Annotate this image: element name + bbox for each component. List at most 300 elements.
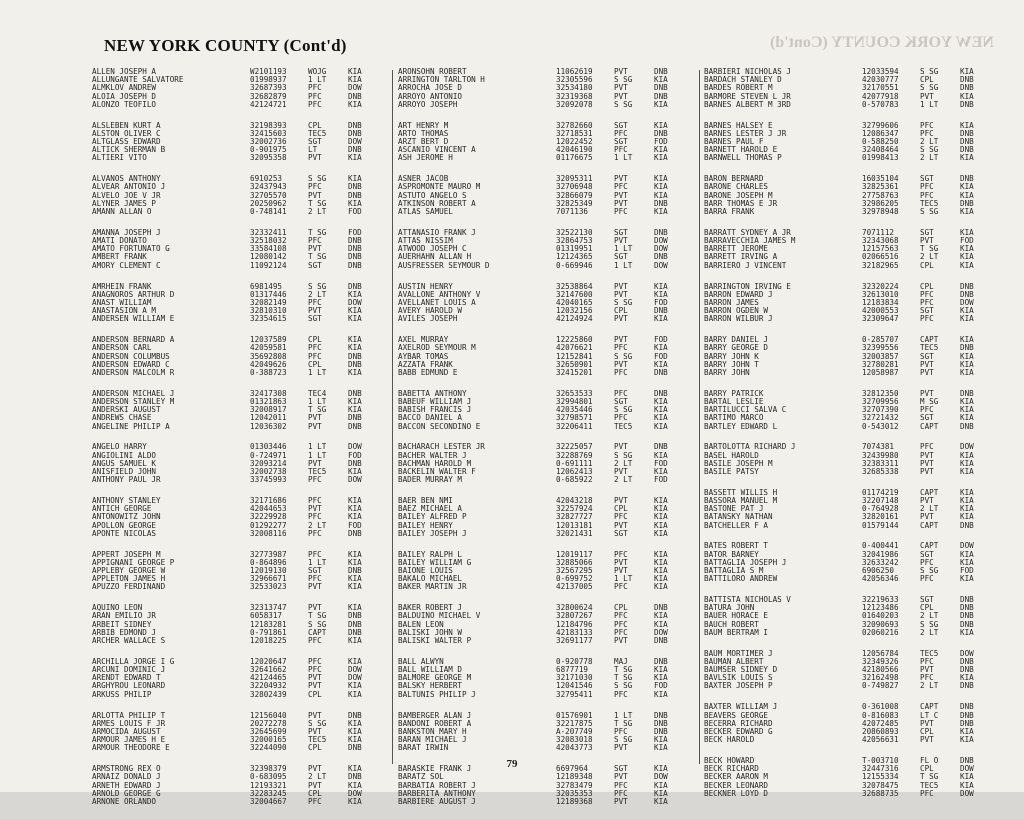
entry-name: BARRETT IRVING A: [704, 253, 778, 262]
entry-status: DNB: [348, 260, 362, 270]
entry-rank: S SG: [614, 735, 633, 745]
entry-status: KIA: [960, 574, 974, 584]
entry-status: DNB: [654, 306, 668, 316]
entry-rank: 2 LT: [920, 153, 939, 163]
roster-entry: [92, 229, 377, 237]
entry-name: BECKER AARON M: [704, 773, 769, 782]
entry-status: KIA: [348, 656, 362, 666]
roster-entry: [704, 790, 989, 798]
entry-name: BARRETT JEROME: [704, 245, 769, 254]
entry-serial-number: 35692808: [250, 351, 287, 361]
entry-serial-number: 01579144: [862, 520, 899, 530]
entry-status: KIA: [348, 396, 362, 406]
entry-rank: T SG: [614, 673, 633, 683]
roster-entry: [398, 782, 683, 790]
entry-rank: S SG: [614, 351, 633, 361]
entry-serial-number: 42124924: [556, 314, 593, 324]
entry-serial-number: 32078475: [862, 780, 899, 790]
entry-name: BARRIERO J VINCENT: [704, 261, 787, 270]
entry-serial-number: 32800624: [556, 603, 593, 613]
entry-rank: 2 LT: [308, 207, 327, 216]
entry-rank: PFC: [920, 289, 934, 299]
entry-name: ATTAS NISSIM: [398, 237, 453, 246]
entry-serial-number: 32319368: [556, 91, 593, 101]
entry-name: BALL WILLIAM D: [398, 666, 463, 675]
entry-name: BARNWELL THOMAS P: [704, 154, 782, 163]
entry-name: ASPROMONTE MAURO M: [398, 183, 481, 192]
entry-serial-number: 32866079: [556, 190, 593, 200]
roster-entry: [92, 674, 377, 682]
entry-status: DNB: [654, 726, 668, 736]
entry-rank: T SG: [920, 244, 939, 254]
entry-rank: SGT: [614, 764, 628, 774]
entry-status: DNB: [654, 636, 668, 645]
entry-rank: 2 LT: [308, 520, 327, 530]
entry-status: KIA: [654, 504, 668, 514]
entry-serial-number: 32320224: [862, 281, 899, 291]
entry-status: KIA: [654, 619, 668, 629]
entry-serial-number: 32688735: [862, 788, 899, 798]
entry-rank: TEC5: [308, 128, 327, 138]
roster-entry: [92, 712, 377, 720]
entry-serial-number: 32994801: [556, 396, 593, 406]
entry-rank: PFC: [308, 796, 322, 806]
roster-entry: [398, 307, 683, 315]
entry-rank: PVT: [308, 764, 322, 774]
roster-entry: [398, 798, 683, 806]
entry-serial-number: 32437943: [250, 182, 287, 192]
entry-serial-number: 32978948: [862, 207, 899, 216]
entry-rank: CAPT: [920, 520, 939, 530]
roster-group: [398, 443, 683, 484]
entry-rank: 2 LT: [920, 137, 939, 146]
entry-status: KIA: [348, 198, 362, 208]
roster-entry: [704, 575, 989, 583]
entry-rank: PFC: [614, 780, 628, 790]
roster-entry: [92, 720, 377, 728]
entry-name: BAKER MARTIN JR: [398, 583, 467, 592]
entry-status: KIA: [960, 487, 974, 497]
entry-serial-number: 32000165: [250, 735, 287, 745]
entry-serial-number: 0-791861: [250, 627, 287, 637]
entry-serial-number: 32966671: [250, 574, 287, 584]
entry-status: DNB: [654, 603, 668, 613]
entry-rank: 1 LT: [308, 557, 327, 567]
entry-serial-number: 32229928: [250, 512, 287, 522]
entry-status: KIA: [654, 557, 668, 567]
roster-entry: [398, 423, 683, 431]
roster-group: [92, 765, 377, 806]
roster-group: [398, 68, 683, 109]
entry-serial-number: 32021431: [556, 528, 593, 538]
entry-rank: SGT: [614, 137, 628, 146]
entry-serial-number: 12183281: [250, 619, 287, 629]
roster-entry: [704, 245, 989, 253]
entry-serial-number: 12183834: [862, 297, 899, 307]
entry-rank: PFC: [920, 557, 934, 567]
roster-entry: [398, 728, 683, 736]
entry-name: ATLAS SAMUEL: [398, 208, 453, 216]
entry-serial-number: 32182965: [862, 260, 899, 270]
entry-status: DNB: [348, 351, 362, 361]
roster-entry: [704, 344, 989, 352]
roster-entry: [704, 666, 989, 674]
roster-group: [92, 712, 377, 753]
roster-entry: [398, 406, 683, 414]
roster-entry: [704, 596, 989, 604]
entry-serial-number: 32354615: [250, 314, 287, 324]
roster-entry: [92, 790, 377, 798]
entry-rank: PFC: [614, 413, 628, 423]
entry-status: KIA: [348, 689, 362, 699]
roster-entry: [92, 291, 377, 299]
entry-rank: TEC5: [308, 466, 327, 476]
entry-name: APPLEBY GEORGE W: [92, 567, 166, 575]
roster-entry: [398, 122, 683, 130]
entry-name: ARGHYROU LEONARD: [92, 682, 166, 691]
entry-status: DOW: [348, 297, 362, 307]
entry-serial-number: 42046190: [556, 145, 593, 155]
entry-serial-number: 32691177: [556, 636, 593, 645]
entry-rank: 1 LT: [614, 260, 633, 270]
entry-rank: CAPT: [920, 335, 939, 345]
entry-status: KIA: [654, 689, 668, 699]
entry-rank: CPL: [308, 335, 322, 345]
entry-name: ARMSTRONG REX O: [92, 765, 161, 774]
entry-rank: PFC: [308, 351, 322, 361]
entry-status: DNB: [348, 566, 362, 575]
entry-rank: PVT: [308, 726, 322, 736]
roster-entry: [92, 744, 377, 752]
entry-status: KIA: [348, 582, 362, 592]
entry-name: BARRY JOHN K: [704, 352, 759, 361]
entry-name: BECK HAROLD: [704, 736, 755, 745]
entry-serial-number: 32653533: [556, 388, 593, 398]
entry-rank: PFC: [308, 496, 322, 505]
entry-rank: S SG: [614, 681, 633, 691]
entry-serial-number: 32305596: [556, 75, 593, 85]
roster-entry: [92, 476, 377, 484]
entry-status: KIA: [654, 174, 668, 184]
entry-serial-number: 42180566: [862, 665, 899, 675]
entry-rank: PFC: [308, 656, 322, 666]
entry-status: KIA: [654, 182, 668, 192]
roster-group: [704, 336, 989, 377]
roster-entry: [704, 497, 989, 505]
roster-entry: [704, 237, 989, 245]
entry-name: BAXTER WILLIAM J: [704, 703, 778, 712]
entry-serial-number: 42043218: [556, 496, 593, 505]
entry-serial-number: 42035446: [556, 405, 593, 415]
entry-name: ANTHONY PAUL JR: [92, 476, 161, 485]
entry-rank: PVT: [614, 557, 628, 567]
entry-name: BARONE CHARLES: [704, 183, 769, 192]
entry-serial-number: A-207749: [556, 726, 593, 736]
entry-name: ANASTASION A M: [92, 307, 157, 316]
entry-status: KIA: [654, 396, 668, 406]
entry-serial-number: 0-683095: [250, 772, 287, 782]
entry-status: KIA: [348, 574, 362, 584]
roster-entry: [704, 154, 989, 162]
entry-rank: PVT: [308, 413, 322, 423]
entry-serial-number: 0-361008: [862, 702, 899, 712]
roster-group: [704, 703, 989, 744]
entry-serial-number: 0-748141: [250, 207, 287, 216]
entry-status: KIA: [348, 306, 362, 316]
roster-entry: [704, 773, 989, 781]
entry-status: DNB: [960, 718, 974, 728]
entry-status: DNB: [348, 743, 362, 753]
entry-status: DOW: [654, 260, 668, 270]
entry-status: DNB: [960, 343, 974, 353]
entry-rank: CPL: [308, 743, 322, 753]
roster-entry: [398, 262, 683, 270]
entry-status: KIA: [348, 174, 362, 184]
entry-name: BAIONE LOUIS: [398, 567, 453, 575]
roster-group: [92, 68, 377, 109]
entry-rank: PFC: [920, 314, 934, 324]
entry-name: ARONSOHN ROBERT: [398, 68, 467, 76]
entry-status: DNB: [654, 710, 668, 720]
entry-serial-number: 32439980: [862, 450, 899, 460]
roster-entry: [704, 489, 989, 497]
roster-group: [704, 650, 989, 691]
roster-group: [704, 122, 989, 163]
entry-serial-number: 12058987: [862, 367, 899, 377]
entry-rank: PVT: [614, 566, 628, 575]
roster-entry: [398, 291, 683, 299]
entry-name: BACCO DANIEL A: [398, 414, 463, 423]
entry-name: BECERRA RICHARD: [704, 719, 773, 728]
entry-serial-number: 32447316: [862, 764, 899, 774]
entry-serial-number: 12225860: [556, 335, 593, 345]
roster-group: [398, 604, 683, 645]
roster-entry: [92, 443, 377, 451]
roster-entry: [398, 192, 683, 200]
entry-serial-number: 42183133: [556, 627, 593, 637]
entry-status: FOD: [654, 351, 668, 361]
roster-entry: [92, 559, 377, 567]
entry-status: KIA: [960, 306, 974, 316]
entry-status: DOW: [348, 673, 362, 683]
entry-rank: T SG: [614, 665, 633, 675]
entry-serial-number: 0-285707: [862, 335, 899, 345]
roster-entry: [398, 353, 683, 361]
roster-entry: [92, 315, 377, 323]
entry-serial-number: 01321863: [250, 396, 287, 406]
entry-rank: SGT: [920, 595, 934, 605]
entry-serial-number: 0-816083: [862, 710, 899, 720]
roster-entry: [704, 315, 989, 323]
entry-status: DOW: [654, 772, 668, 782]
roster-entry: [92, 208, 377, 216]
entry-status: DNB: [654, 252, 668, 262]
entry-serial-number: 32207148: [862, 496, 899, 505]
entry-rank: PVT: [308, 582, 322, 592]
roster-entry: [398, 682, 683, 690]
roster-group: [704, 68, 989, 109]
entry-name: BARTOLOTTA RICHARD J: [704, 443, 796, 452]
entry-status: DOW: [348, 788, 362, 798]
entry-status: KIA: [654, 207, 668, 216]
entry-name: AUSTIN HENRY: [398, 282, 453, 291]
entry-name: AUSFRESSER SEYMOUR D: [398, 261, 490, 270]
entry-serial-number: 32415201: [556, 367, 593, 377]
entry-rank: PVT: [614, 772, 628, 782]
entry-status: KIA: [960, 67, 974, 76]
entry-status: KIA: [348, 75, 362, 85]
roster-entry: [398, 146, 683, 154]
roster-entry: [398, 369, 683, 377]
entry-serial-number: 32825361: [862, 182, 899, 192]
roster-entry: [398, 530, 683, 538]
roster-entry: [704, 567, 989, 575]
entry-rank: PVT: [308, 153, 322, 163]
roster-entry: [398, 68, 683, 76]
entry-name: BARNES LESTER J JR: [704, 129, 787, 138]
roster-entry: [704, 674, 989, 682]
entry-serial-number: 32283245: [250, 788, 287, 798]
entry-name: ALLUNGANTE SALVATORE: [92, 76, 184, 85]
entry-name: BARNES ALBERT M 3RD: [704, 100, 791, 109]
entry-serial-number: 32219633: [862, 595, 899, 605]
roster-entry: [92, 736, 377, 744]
roster-entry: [92, 262, 377, 270]
entry-serial-number: 12189348: [556, 772, 593, 782]
entry-name: ANTICH GEORGE: [92, 505, 152, 514]
entry-serial-number: 12155334: [862, 772, 899, 782]
roster-entry: [92, 798, 377, 806]
entry-rank: 2 LT: [920, 252, 939, 262]
roster-entry: [398, 551, 683, 559]
entry-name: BAKER ROBERT J: [398, 604, 463, 613]
entry-status: KIA: [348, 796, 362, 806]
entry-name: BABISH FRANCIS J: [398, 406, 472, 415]
entry-serial-number: 11062619: [556, 67, 593, 76]
entry-status: DOW: [654, 627, 668, 637]
roster-entry: [398, 604, 683, 612]
roster-entry: [398, 691, 683, 699]
entry-serial-number: 42124721: [250, 99, 287, 109]
entry-status: DNB: [654, 718, 668, 728]
entry-name: BABETTA ANTHONY: [398, 389, 467, 398]
entry-serial-number: 32782660: [556, 120, 593, 130]
roster-group: [398, 229, 683, 270]
entry-name: ARKUSS PHILIP: [92, 690, 152, 699]
entry-status: DOW: [654, 236, 668, 246]
entry-name: BATURA JOHN: [704, 604, 755, 613]
entry-serial-number: 32707390: [862, 405, 899, 415]
entry-name: BATANSKY NATHAN: [704, 513, 773, 522]
entry-serial-number: 0-669946: [556, 260, 593, 270]
entry-status: KIA: [654, 120, 668, 130]
entry-rank: PVT: [614, 83, 628, 93]
entry-rank: PVT: [614, 743, 628, 753]
roster-entry: [398, 84, 683, 92]
entry-rank: PVT: [920, 512, 934, 522]
entry-name: BAER BEN NMI: [398, 497, 453, 505]
entry-status: KIA: [348, 99, 362, 109]
entry-status: KIA: [348, 153, 362, 163]
entry-status: DNB: [348, 627, 362, 637]
entry-name: BARBIERE AUGUST J: [398, 797, 476, 806]
roster-entry: [704, 283, 989, 291]
entry-status: DNB: [348, 772, 362, 782]
roster-entry: [398, 559, 683, 567]
entry-serial-number: 32171686: [250, 496, 287, 505]
roster-entry: [704, 208, 989, 216]
entry-rank: PVT: [614, 442, 628, 452]
roster-entry: [704, 369, 989, 377]
roster-entry: [92, 353, 377, 361]
entry-status: DNB: [960, 174, 974, 184]
entry-rank: PVT: [920, 496, 934, 505]
entry-name: BARTLEY EDWARD L: [704, 422, 778, 431]
entry-rank: PFC: [920, 120, 934, 130]
entry-status: DNB: [960, 145, 974, 155]
entry-rank: PFC: [920, 656, 934, 666]
entry-serial-number: 32827727: [556, 512, 593, 522]
entry-rank: S SG: [920, 207, 939, 216]
entry-serial-number: 32092078: [556, 99, 593, 109]
entry-serial-number: 12018225: [250, 636, 287, 645]
entry-name: ANDERSON BERNARD A: [92, 336, 175, 345]
roster-entry: [398, 612, 683, 620]
entry-status: KIA: [960, 673, 974, 683]
entry-name: BARTAL LESLIE: [704, 397, 764, 406]
entry-name: BARNETT HAROLD E: [704, 146, 778, 155]
roster-entry: [398, 299, 683, 307]
entry-status: KIA: [960, 244, 974, 254]
entry-serial-number: 32093214: [250, 458, 287, 468]
entry-serial-number: 12032156: [556, 306, 593, 316]
entry-rank: TEC4: [308, 388, 327, 398]
entry-rank: S SG: [920, 67, 939, 76]
entry-name: BARDACH STANLEY D: [704, 76, 782, 85]
entry-name: BANDONI ROBERT A: [398, 719, 472, 728]
entry-name: AZZATA FRANK: [398, 360, 453, 369]
roster-entry: [704, 76, 989, 84]
entry-serial-number: 32008917: [250, 405, 287, 415]
entry-status: DNB: [960, 83, 974, 93]
entry-serial-number: 12080142: [250, 252, 287, 262]
entry-name: ANDERSON EDWARD C: [92, 360, 170, 369]
entry-name: BABEUF WILLIAM J: [398, 397, 472, 406]
roster-entry: [704, 629, 989, 637]
entry-rank: 2 LT: [614, 475, 633, 485]
entry-rank: PVT: [614, 335, 628, 345]
roster-entry: [398, 183, 683, 191]
entry-serial-number: 02066516: [862, 252, 899, 262]
entry-serial-number: 12184796: [556, 619, 593, 629]
entry-status: KIA: [960, 252, 974, 262]
roster-group: [92, 551, 377, 592]
entry-name: BAEZ MICHAEL A: [398, 505, 463, 514]
entry-serial-number: 32170551: [862, 83, 899, 93]
entry-status: KIA: [348, 367, 362, 377]
entry-status: DNB: [348, 128, 362, 138]
entry-name: BACKELIN WALTER F: [398, 467, 476, 476]
entry-status: DNB: [348, 458, 362, 468]
roster-entry: [704, 122, 989, 130]
entry-name: ANGELINE PHILIP A: [92, 422, 170, 431]
entry-rank: SGT: [920, 351, 934, 361]
roster-entry: [704, 262, 989, 270]
entry-rank: PVT: [614, 281, 628, 291]
entry-serial-number: 32650901: [556, 359, 593, 369]
entry-name: BARASKIE FRANK J: [398, 765, 472, 774]
roster-entry: [704, 682, 989, 690]
